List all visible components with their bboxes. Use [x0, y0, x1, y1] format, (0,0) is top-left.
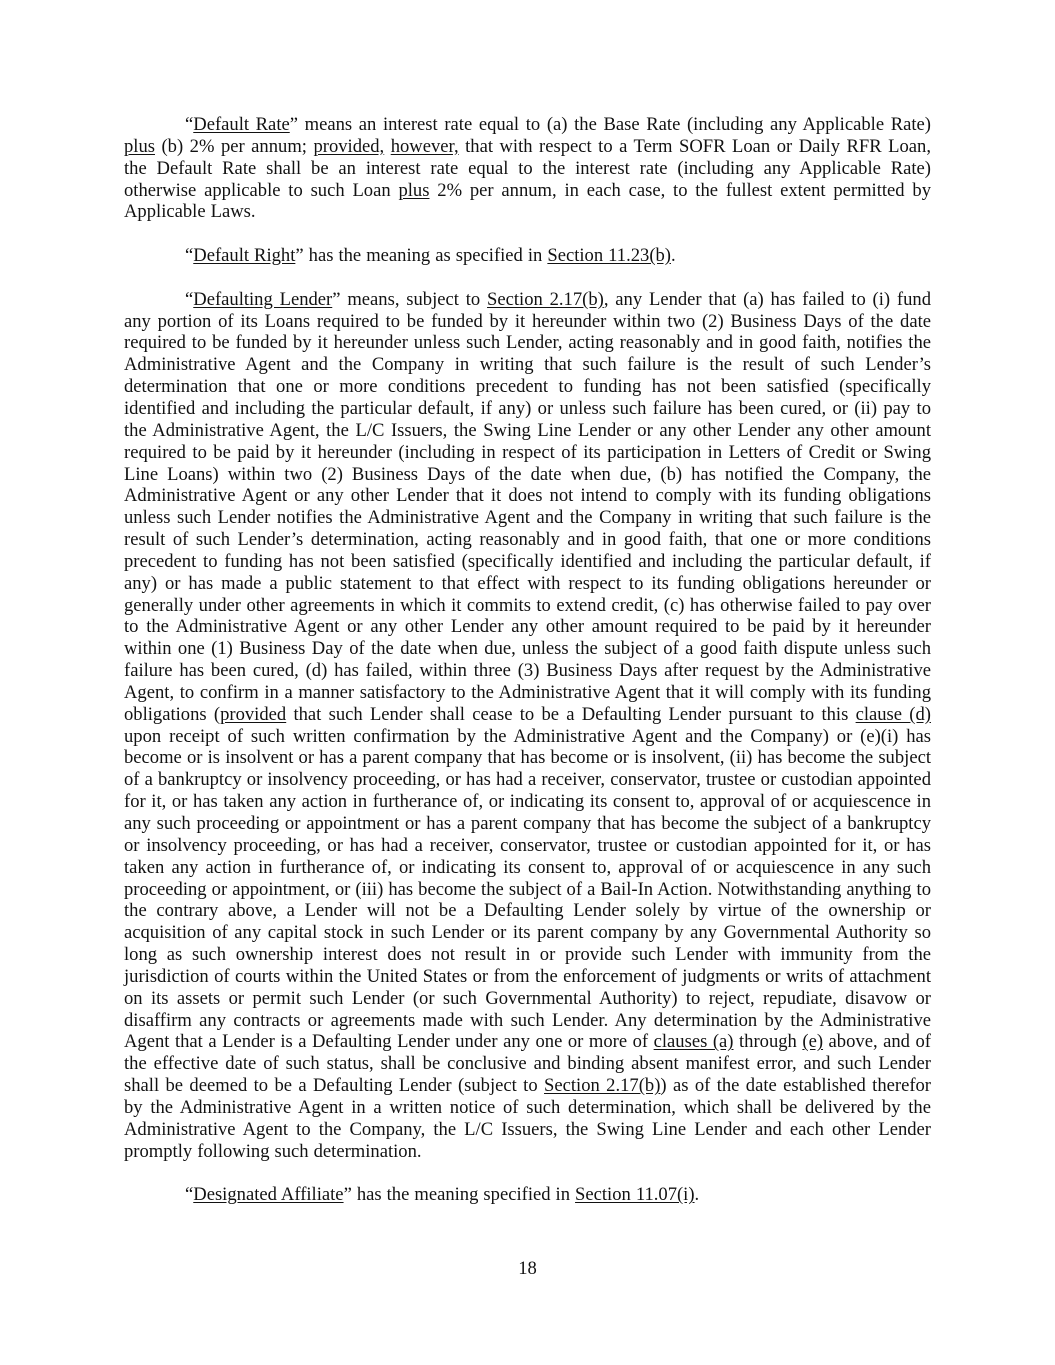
underlined-term: plus [124, 135, 155, 157]
underlined-term: (e) [802, 1031, 824, 1053]
underlined-term: provided, [313, 135, 385, 157]
underlined-term: Default Rate [193, 114, 290, 135]
defaulting-lender-definition: “Defaulting Lender” means, subject to Section 2.17(b), any Lender that (a) has failed to (i) fund any portion of its Loans required to be funded by it hereunder within two (2) Business Days of the date required to be funded by it hereunder unless such Lender, acting reasonably and in good faith, notifies the Administrative Agent and the Company in writing that such failure is the result of such Lender’s determination that one or more conditions precedent to funding has not been satisfied (specifically identified and including the particular default, if any) or unless such failure has been cured, or (ii) pay to the Administrative Agent, the L/C Issuers, the Swing Line Lender or any other Lender any other amount required to be paid by it hereunder (including in respect of its participation in Letters of Credit or Swing Line Loans) within two (2) Business Days of the date when due, (b) has notified the Company, the Administrative Agent or any other Lender that it does not intend to comply with its funding obligations unless such Lender notifies the Administrative Agent and the Company in writing that such failure is the result of such Lender’s determination, acting reasonably and in good faith, that one or more conditions precedent to funding has not been satisfied (specifically identified and including the particular default, if any) or has made a public statement to that effect with respect to its funding obligations hereunder or generally under other agreements in which it commits to extend credit, (c) has otherwise failed to pay over to the Administrative Agent or any other Lender any other amount required to be paid by it hereunder within one (1) Business Day of the date when due, unless the subject of a good faith dispute unless such failure has been cured, (d) has failed, within three (3) Business Days after request by the Administrative Agent, to confirm in a manner satisfactory to the Administrative Agent that it will comply with its funding obligations (provided that such Lender shall cease to be a Defaulting Lender pursuant to this clause (d) upon receipt of such written confirmation by the Administrative Agent and the Company) or (e)(i) has become or is insolvent or has a parent company that has become or is insolvent, (ii) has become the subject of a bankruptcy or insolvency proceeding, or has had a receiver, conservator, trustee or custodian appointed for it, or has taken any action in furtherance of, or indicating its consent to, approval of or acquiescence in any such proceeding or appointment or has a parent company that has become the subject of a bankruptcy or insolvency proceeding, or has had a receiver, conservator, trustee or custodian appointed for it, or has taken any action in furtherance of, or indicating its consent to, approval of or acquiescence in any such proceeding or appointment, or (iii) has become the subject of a Bail-In Action. Notwithstanding anything to the contrary above, a Lender will not be a Defaulting Lender solely by virtue of the ownership or acquisition of any capital stock in such Lender or its parent company by any Governmental Authority so long as such ownership interest does not result in or provide such Lender with immunity from the jurisdiction of courts within the United States or from the enforcement of judgments or writs of attachment on its assets or permit such Lender (or such Governmental Authority) to reject, repudiate, disavow or disaffirm any contracts or agreements made with such Lender. Any determination by the Administrative Agent that a Lender is a Defaulting Lender under any one or more of clauses (a) through (e) above, and of the effective date of such status, shall be conclusive and binding absent manifest error, and such Lender shall be deemed to be a Defaulting Lender (subject to Section 2.17(b)) as of the date established therefor by the Administrative Agent in a written notice of such determination, which shall be delivered by the Administrative Agent to the Company, the L/C Issuers, the Swing Line Lender and each other Lender promptly following such determination. [124, 288, 932, 1162]
underlined-term: Section 2.17(b) [487, 288, 604, 310]
underlined-term: Section 11.23(b) [547, 245, 671, 267]
underlined-term: provided [220, 703, 287, 725]
underlined-term: clause (d) [855, 703, 931, 725]
designated-affiliate-definition: “Designated Affiliate” has the meaning specified in Section 11.07(i). [185, 1184, 700, 1206]
underlined-term: clauses (a) [653, 1031, 734, 1053]
page-number: 18 [518, 1258, 537, 1279]
underlined-term: Section 2.17(b) [544, 1075, 661, 1097]
underlined-term: however, [390, 135, 459, 157]
document-body [124, 114, 931, 1228]
underlined-term: Default Right [193, 245, 296, 267]
underlined-term: Designated Affiliate [193, 1184, 344, 1206]
underlined-term: plus [398, 179, 430, 201]
underlined-term: Section 11.07(i) [575, 1184, 695, 1206]
default-rate-definition: “Default Rate” means an interest rate equal to (a) the Base Rate (including any Applicable Rate) plus (b) 2% per annum; provided, however, that with respect to a Term SOFR Loan or Daily RFR Loan, the Default Rate shall be an interest rate equal to the interest rate (including any Applicable Rate) otherwise applicable to such Loan plus 2% per annum, in each case, to the fullest extent permitted by Applicable Laws. [124, 114, 931, 223]
default-right-definition: “Default Right” has the meaning as specified in Section 11.23(b). [185, 245, 676, 267]
underlined-term: Defaulting Lender [193, 288, 333, 310]
